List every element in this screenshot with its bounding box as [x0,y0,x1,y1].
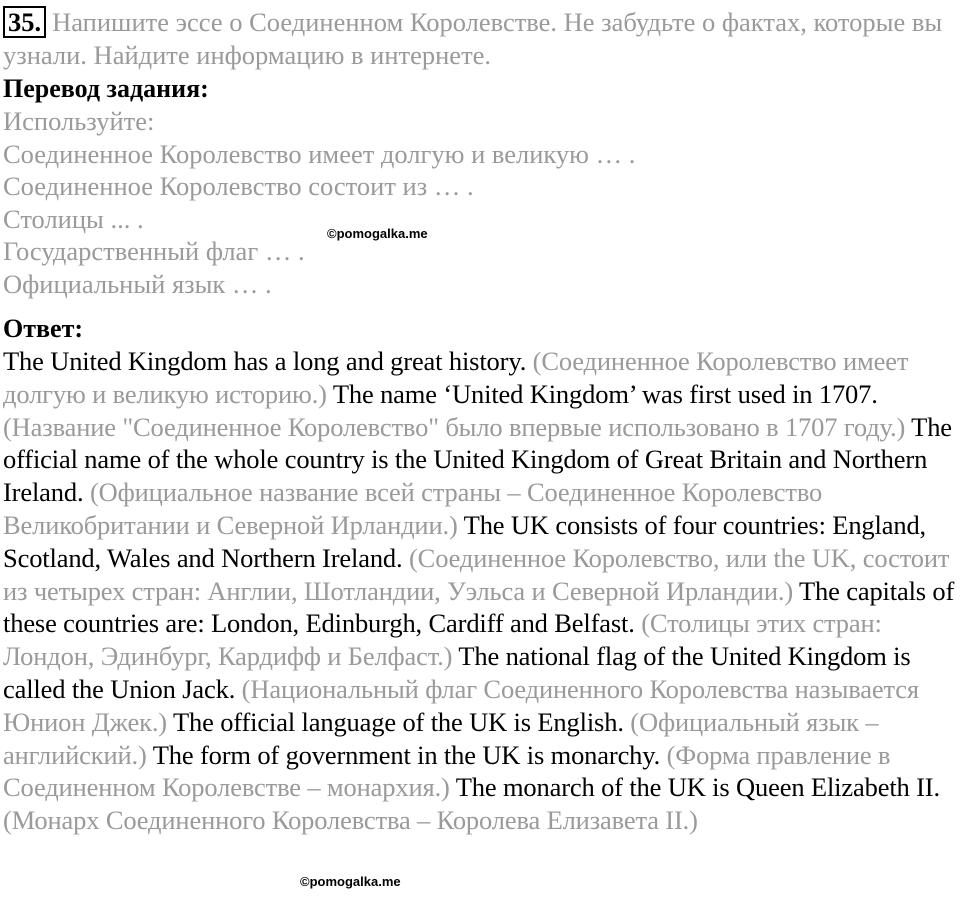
translation-line: Соединенное Королевство состоит из … . [3,171,474,201]
answer-sentence-en: The official name of the whole country is the United Kingdom of Great Britain and Northern Ireland. [3,411,952,508]
task-text: Напишите эссе о Соединенном Королевстве. Не забудьте о фактах, которые вы узнали. Найдите информацию в интернете. [3,7,943,70]
answer-text [3,345,959,837]
translation-line: Столицы ... . [3,203,144,234]
watermark: ©pomogalka.me [327,226,428,241]
answer-sentence-ru: (Соединенное Королевство имеет долгую и великую историю.) [3,346,909,409]
translation-line: Государственный флаг … . [3,236,305,266]
translation-lines [3,105,953,300]
task-statement [3,6,953,72]
task-number: 35. [3,6,46,38]
watermark-bottom: ©pomogalka.me [300,874,401,889]
answer-sentence-en: The monarch of the UK is Queen Elizabeth II. [455,772,940,803]
answer-sentence-en: The United Kingdom has a long and great history. [3,346,527,376]
answer-sentence-ru: (Монарх Соединенного Королевства – Королева Елизавета II.) [3,805,698,836]
answer-sentence-ru: (Официальное название всей страны – Соединенное Королевство Великобритании и Северной Ирландии.) [3,477,823,540]
answer-sentence-en: The name ‘United Kingdom’ was first used in 1707. [332,378,878,409]
answer-sentence-en: The capitals of these countries are: London, Edinburgh, Cardiff and Belfast. [3,575,955,639]
answer-sentence-en: The official language of the UK is English. [172,706,624,737]
translation-line: Официальный язык … . [3,268,272,299]
translation-heading: Перевод задания: [3,74,209,103]
answer-sentence-ru: (Официальный язык – английский.) [3,706,879,770]
translation-line: Используйте: [3,106,155,136]
answer-sentence-ru: (Национальный флаг Соединенного Королевства называется Юнион Джек.) [3,673,919,737]
answer-sentence-en: The national flag of the United Kingdom is called the Union Jack. [3,641,911,704]
answer-sentence-ru: (Название "Соединенное Королевство" было впервые использовано в 1707 году.) [3,411,906,442]
answer-sentence-en: The UK consists of four countries: England, Scotland, Wales and Northern Ireland. [3,509,927,573]
answer-heading: Ответ: [3,314,84,343]
answer-sentence-en: The form of government in the UK is monarchy. [152,739,661,770]
answer-sentence-ru: (Соединенное Королевство, или the UK, состоит из четырех стран: Англии, Шотландии, Уэльса и Северной Ирландии.) [3,542,950,606]
answer-sentence-ru: (Форма правление в Соединенном Королевстве – монархия.) [3,739,891,803]
answer-sentence-ru: (Столицы этих стран: Лондон, Эдинбург, Кардифф и Белфаст.) [3,608,882,672]
translation-line: Соединенное Королевство имеет долгую и великую … . [3,138,636,169]
